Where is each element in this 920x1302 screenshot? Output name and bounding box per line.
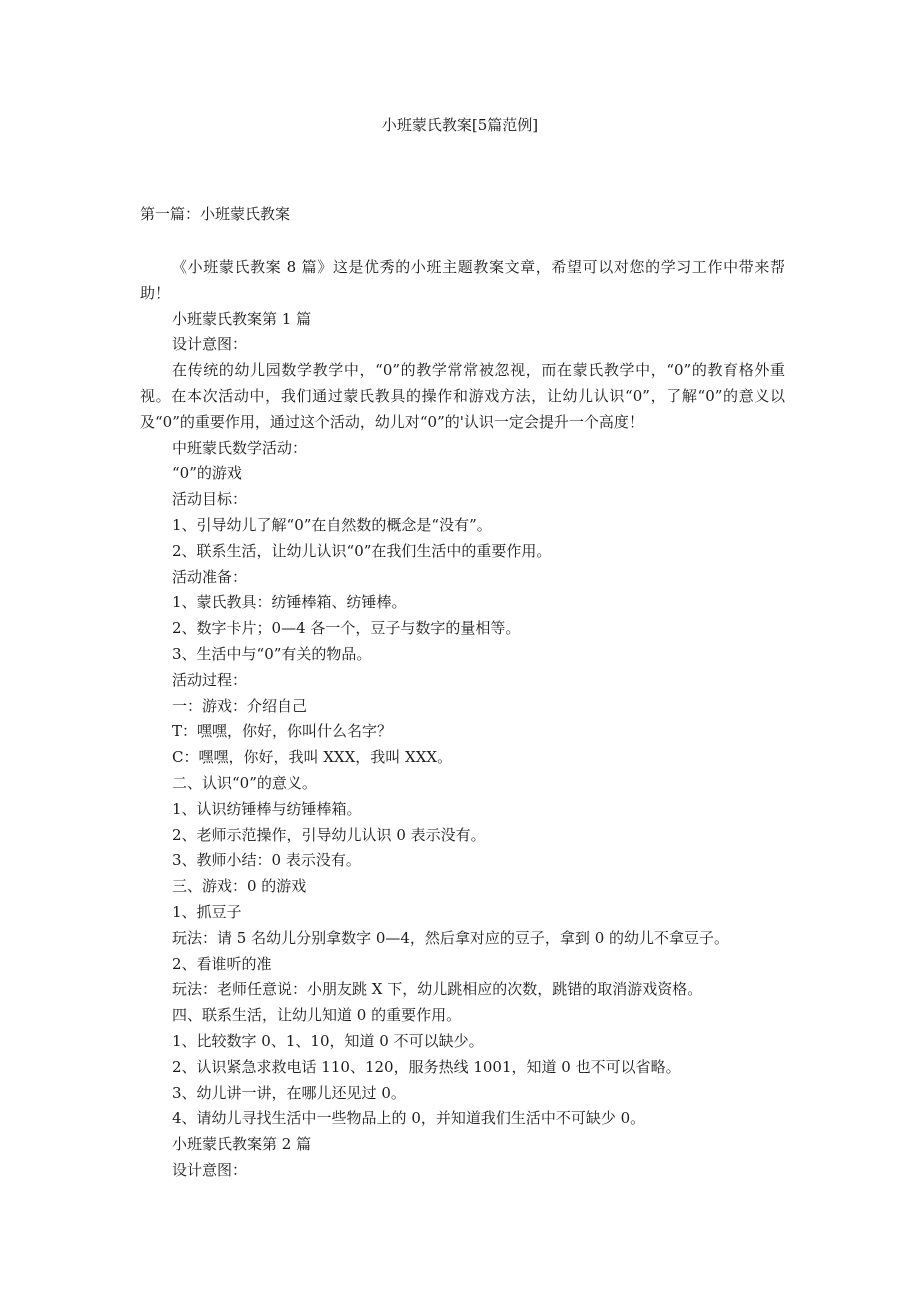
paragraph: 玩法：请 5 名幼儿分别拿数字 0—4，然后拿对应的豆子，拿到 0 的幼儿不拿豆子。 (172, 928, 730, 947)
paragraph: 设计意图： (172, 1160, 248, 1179)
paragraph: 在传统的幼儿园数学教学中，“0”的教学常常被忽视，而在蒙氏教学中，“0”的教育格外重视。在本次活动中，我们通过蒙氏教具的操作和游戏方法，让幼儿认识“0”，了解“0”的意义以及“0”的重要作用，通过这个活动，幼儿对“0”的'认识一定会提升一个高度！ (140, 361, 785, 431)
paragraph: 4、请幼儿寻找生活中一些物品上的 0，并知道我们生活中不可缺少 0。 (172, 1109, 646, 1128)
paragraph: 中班蒙氏数学活动： (172, 438, 308, 457)
paragraph: 《小班蒙氏教案 8 篇》这是优秀的小班主题教案文章，希望可以对您的学习工作中带来帮助！ (140, 258, 785, 302)
paragraph: 活动目标： (172, 490, 248, 509)
document-body (140, 255, 785, 1184)
paragraph: 1、蒙氏教具：纺锤棒箱、纺锤棒。 (172, 593, 407, 612)
paragraph: “0”的游戏 (172, 464, 242, 483)
paragraph: 玩法：老师任意说：小朋友跳 X 下，幼儿跳相应的次数，跳错的取消游戏资格。 (172, 980, 703, 999)
document-title: 小班蒙氏教案[5篇范例] (381, 116, 539, 134)
paragraph: 小班蒙氏教案第 2 篇 (172, 1135, 312, 1154)
paragraph: 活动准备： (172, 567, 248, 586)
paragraph: 活动过程： (172, 670, 248, 689)
paragraph: 一：游戏：介绍自己 (172, 696, 308, 715)
paragraph: 1、引导幼儿了解“0”在自然数的概念是“没有”。 (172, 515, 492, 534)
paragraph: 3、幼儿讲一讲，在哪儿还见过 0。 (172, 1083, 406, 1102)
paragraph: 2、数字卡片；0—4 各一个，豆子与数字的量相等。 (172, 619, 521, 638)
paragraph: 小班蒙氏教案第 1 篇 (172, 309, 312, 328)
paragraph: 2、联系生活，让幼儿认识“0”在我们生活中的重要作用。 (172, 541, 552, 560)
paragraph: 二、认识“0”的意义。 (172, 773, 317, 792)
paragraph: 设计意图： (172, 335, 248, 354)
section-heading: 第一篇：小班蒙氏教案 (140, 205, 291, 223)
paragraph: 2、认识紧急求救电话 110、120，服务热线 1001，知道 0 也不可以省略。 (172, 1057, 681, 1076)
paragraph: 3、生活中与“0”有关的物品。 (172, 644, 372, 663)
paragraph: 2、老师示范操作，引导幼儿认识 0 表示没有。 (172, 825, 486, 844)
paragraph: 2、看谁听的准 (172, 954, 272, 973)
paragraph: 1、比较数字 0、1、10，知道 0 不可以缺少。 (172, 1031, 484, 1050)
paragraph: 三、游戏：0 的游戏 (172, 877, 307, 896)
paragraph: 1、抓豆子 (172, 902, 242, 921)
paragraph: 3、教师小结：0 表示没有。 (172, 851, 361, 870)
paragraph: C：嘿嘿，你好，我叫 XXX，我叫 XXX。 (172, 748, 453, 767)
paragraph: T：嘿嘿，你好，你叫什么名字？ (172, 722, 393, 741)
paragraph: 四、联系生活，让幼儿知道 0 的重要作用。 (172, 1006, 462, 1025)
paragraph: 1、认识纺锤棒与纺锤棒箱。 (172, 799, 362, 818)
